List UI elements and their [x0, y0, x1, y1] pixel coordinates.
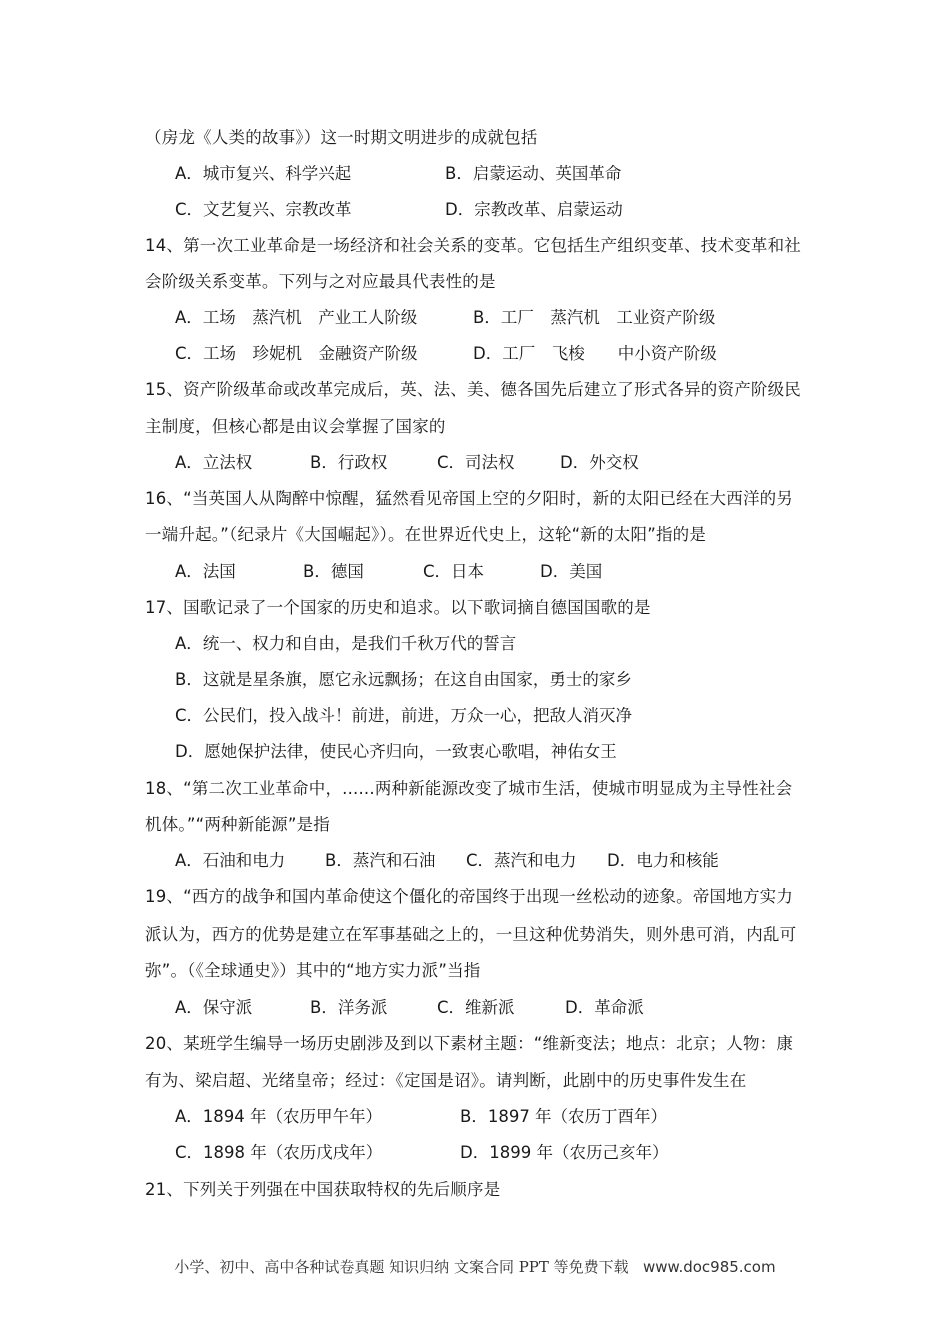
footer-url[interactable]: www.doc985.com: [643, 1258, 776, 1276]
q17-option-b: B．这就是星条旗，愿它永远飘扬；在这自由国家，勇士的家乡: [175, 670, 632, 689]
q16-option-d: D．美国: [540, 562, 603, 581]
q17-stem-line1: 17、国歌记录了一个国家的历史和追求。以下歌词摘自德国国歌的是: [145, 598, 651, 617]
q13-option-a: A．城市复兴、科学兴起: [175, 164, 352, 183]
q15-option-b: B．行政权: [310, 453, 388, 472]
q15-option-a: A．立法权: [175, 453, 253, 472]
q13-option-c: C．文艺复兴、宗教改革: [175, 200, 352, 219]
q19-option-b: B．洋务派: [310, 998, 388, 1017]
q17-option-c: C．公民们，投入战斗！前进，前进，万众一心，把敌人消灭净: [175, 706, 633, 725]
q16-option-a: A．法国: [175, 562, 236, 581]
q15-stem-line2: 主制度，但核心都是由议会掌握了国家的: [145, 417, 446, 436]
q18-option-b: B．蒸汽和石油: [325, 851, 436, 870]
q18-option-c: C．蒸汽和电力: [466, 851, 577, 870]
q15-stem-line1: 15、资产阶级革命或改革完成后，英、法、美、德各国先后建立了形式各异的资产阶级民: [145, 380, 801, 399]
q16-option-c: C．日本: [423, 562, 485, 581]
q19-option-a: A．保守派: [175, 998, 253, 1017]
q16-option-b: B．德国: [303, 562, 364, 581]
q18-stem-line1: 18、“第二次工业革命中，......两种新能源改变了城市生活，使城市明显成为主导性社会: [145, 779, 793, 798]
q20-option-a: A．1894 年（农历甲午年）: [175, 1107, 383, 1126]
q17-option-d: D．愿她保护法律，使民心齐归向，一致衷心歌唱，神佑女王: [175, 742, 617, 761]
q14-stem-line1: 14、第一次工业革命是一场经济和社会关系的变革。它包括生产组织变革、技术变革和社: [145, 236, 801, 255]
q17-option-a: A．统一、权力和自由，是我们千秋万代的誓言: [175, 634, 517, 653]
q20-option-b: B．1897 年（农历丁酉年）: [460, 1107, 668, 1126]
q15-option-c: C．司法权: [437, 453, 515, 472]
q14-option-d: D．工厂 飞梭 中小资产阶级: [473, 344, 717, 363]
q19-option-c: C．维新派: [437, 998, 515, 1017]
q19-option-d: D．革命派: [565, 998, 644, 1017]
q19-stem-line2: 派认为，西方的优势是建立在军事基础之上的，一旦这种优势消失，则外患可消，内乱可: [145, 925, 797, 944]
q13-option-d: D．宗教改革、启蒙运动: [445, 200, 623, 219]
q19-stem-line1: 19、“西方的战争和国内革命使这个僵化的帝国终于出现一丝松动的迹象。帝国地方实力: [145, 887, 794, 906]
q18-option-d: D．电力和核能: [607, 851, 719, 870]
footer-text: 小学、初中、高中各种试卷真题 知识归纳 文案合同 PPT 等免费下载: [174, 1258, 629, 1276]
q20-option-c: C．1898 年（农历戊戌年）: [175, 1143, 383, 1162]
q13-option-b: B．启蒙运动、英国革命: [445, 164, 622, 183]
q19-stem-line3: 弥”。（《全球通史》）其中的“地方实力派”当指: [145, 961, 481, 980]
q16-stem-line1: 16、“当英国人从陶醉中惊醒，猛然看见帝国上空的夕阳时，新的太阳已经在大西洋的另: [145, 489, 794, 508]
q18-option-a: A．石油和电力: [175, 851, 286, 870]
q13-stem-tail: （房龙《人类的故事》）这一时期文明进步的成就包括: [145, 128, 538, 147]
q20-stem-line2: 有为、梁启超、光绪皇帝；经过：《定国是诏》。请判断，此剧中的历史事件发生在: [145, 1071, 747, 1090]
q14-stem-line2: 会阶级关系变革。下列与之对应最具代表性的是: [145, 272, 496, 291]
q20-option-d: D．1899 年（农历己亥年）: [460, 1143, 669, 1162]
q14-option-b: B．工厂 蒸汽机 工业资产阶级: [473, 308, 716, 327]
q21-stem-line1: 21、下列关于列强在中国获取特权的先后顺序是: [145, 1180, 501, 1199]
page-footer: [0, 1256, 950, 1277]
q14-option-c: C．工场 珍妮机 金融资产阶级: [175, 344, 418, 363]
q16-stem-line2: 一端升起。”（纪录片《大国崛起》）。在世界近代史上，这轮“新的太阳”指的是: [145, 525, 707, 544]
q15-option-d: D．外交权: [560, 453, 639, 472]
q18-stem-line2: 机体。”“两种新能源”是指: [145, 815, 330, 834]
q20-stem-line1: 20、某班学生编导一场历史剧涉及到以下素材主题：“维新变法；地点：北京；人物：康: [145, 1034, 794, 1053]
q14-option-a: A．工场 蒸汽机 产业工人阶级: [175, 308, 418, 327]
